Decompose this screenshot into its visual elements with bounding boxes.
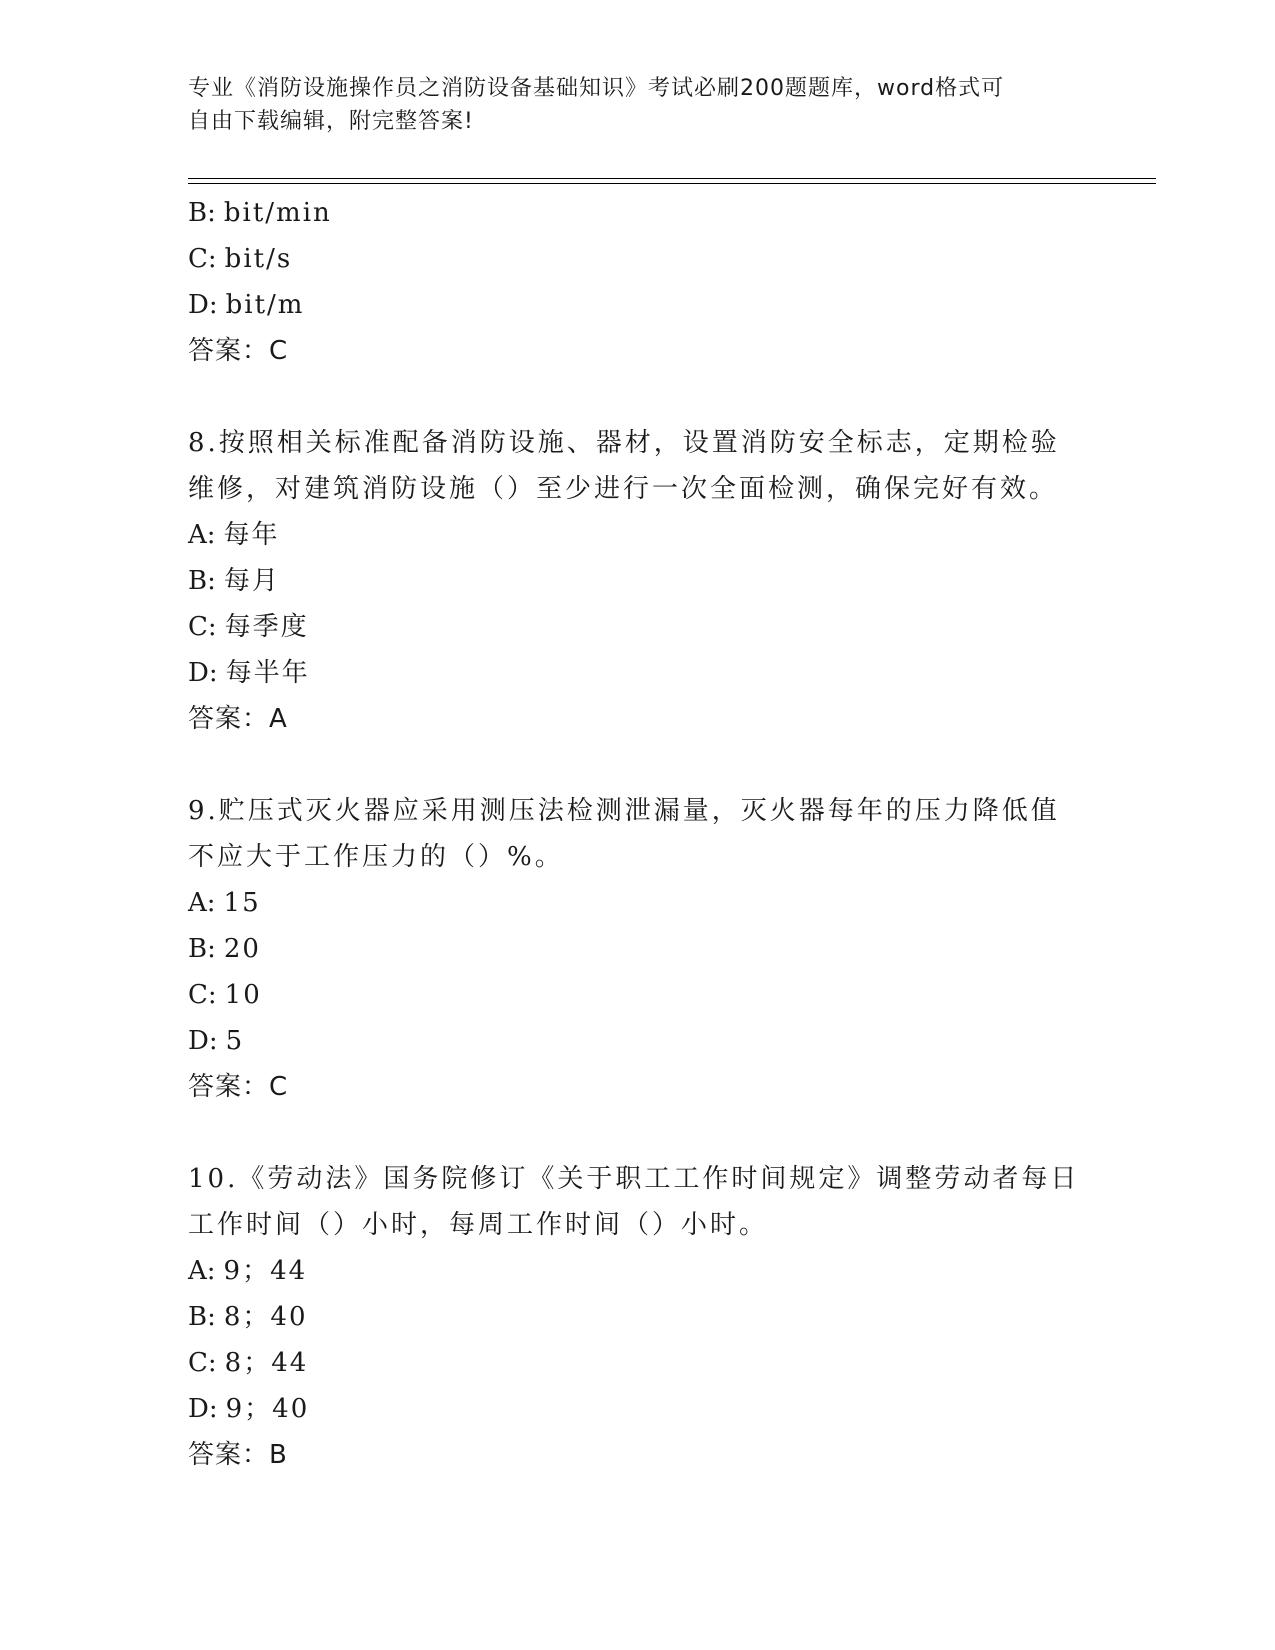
option-key: A bbox=[188, 520, 207, 550]
option-key: A bbox=[188, 1256, 207, 1286]
answer-line: 答案：B bbox=[188, 1440, 288, 1470]
option-item: D: 5 bbox=[188, 1026, 245, 1056]
option-text: bit/m bbox=[225, 290, 305, 320]
question-stem-line: 9.贮压式灭火器应采用测压法检测泄漏量，灭火器每年的压力降低值 bbox=[188, 796, 1060, 826]
option-text: bit/min bbox=[223, 198, 332, 228]
option-item: D: bit/m bbox=[188, 290, 305, 320]
option-key: D bbox=[188, 1026, 209, 1056]
option-key: B bbox=[188, 1302, 208, 1332]
option-key: B bbox=[188, 198, 208, 228]
option-text: 每年 bbox=[223, 520, 280, 550]
question-7-tail bbox=[188, 190, 1088, 374]
option-text: 5 bbox=[225, 1026, 245, 1056]
option-text: 9；44 bbox=[223, 1256, 308, 1286]
option-item: B: 每月 bbox=[188, 566, 280, 596]
option-text: 每半年 bbox=[225, 658, 310, 688]
question-9 bbox=[188, 788, 1088, 1110]
option-key: B bbox=[188, 566, 208, 596]
option-text: bit/s bbox=[224, 244, 293, 274]
option-item: C: bit/s bbox=[188, 244, 293, 274]
document-header bbox=[188, 72, 1088, 138]
option-item: A: 9；44 bbox=[188, 1256, 308, 1286]
option-item: A: 15 bbox=[188, 888, 261, 918]
question-stem-line: 维修，对建筑消防设施（）至少进行一次全面检测，确保完好有效。 bbox=[188, 474, 1059, 504]
option-text: 8；40 bbox=[223, 1302, 308, 1332]
option-text: 每月 bbox=[223, 566, 280, 596]
question-10 bbox=[188, 1156, 1088, 1478]
header-line-2: 自由下载编辑，附完整答案! bbox=[188, 109, 474, 134]
header-divider-bottom bbox=[188, 183, 1156, 184]
option-key: D bbox=[188, 1394, 209, 1424]
option-text: 每季度 bbox=[224, 612, 309, 642]
option-item: C: 每季度 bbox=[188, 612, 309, 642]
question-stem-line: 工作时间（）小时，每周工作时间（）小时。 bbox=[188, 1210, 769, 1240]
option-item: B: 20 bbox=[188, 934, 261, 964]
question-stem-line: 8.按照相关标准配备消防设施、器材，设置消防安全标志，定期检验 bbox=[188, 428, 1060, 458]
option-text: 10 bbox=[224, 980, 262, 1010]
option-item: B: bit/min bbox=[188, 198, 332, 228]
question-list bbox=[188, 190, 1088, 1478]
option-key: B bbox=[188, 934, 208, 964]
option-item: D: 9；40 bbox=[188, 1394, 310, 1424]
option-key: D bbox=[188, 658, 209, 688]
option-item: B: 8；40 bbox=[188, 1302, 308, 1332]
option-key: D bbox=[188, 290, 209, 320]
option-key: A bbox=[188, 888, 207, 918]
option-text: 15 bbox=[223, 888, 261, 918]
answer-line: 答案：A bbox=[188, 704, 288, 734]
option-text: 20 bbox=[223, 934, 261, 964]
answer-line: 答案：C bbox=[188, 336, 289, 366]
header-divider-top bbox=[188, 178, 1156, 179]
option-text: 8；44 bbox=[224, 1348, 309, 1378]
option-key: C bbox=[188, 612, 208, 642]
option-item: D: 每半年 bbox=[188, 658, 310, 688]
option-key: C bbox=[188, 1348, 208, 1378]
option-item: C: 10 bbox=[188, 980, 262, 1010]
header-line-1: 专业《消防设施操作员之消防设备基础知识》考试必刷200题题库，word格式可 bbox=[188, 76, 1005, 101]
option-item: A: 每年 bbox=[188, 520, 280, 550]
option-key: C bbox=[188, 244, 208, 274]
answer-line: 答案：C bbox=[188, 1072, 289, 1102]
question-stem-line: 不应大于工作压力的（）%。 bbox=[188, 842, 564, 872]
option-key: C bbox=[188, 980, 208, 1010]
option-item: C: 8；44 bbox=[188, 1348, 309, 1378]
question-stem-line: 10.《劳动法》国务院修订《关于职工工作时间规定》调整劳动者每日 bbox=[188, 1164, 1080, 1194]
option-text: 9；40 bbox=[225, 1394, 310, 1424]
question-8 bbox=[188, 420, 1088, 742]
